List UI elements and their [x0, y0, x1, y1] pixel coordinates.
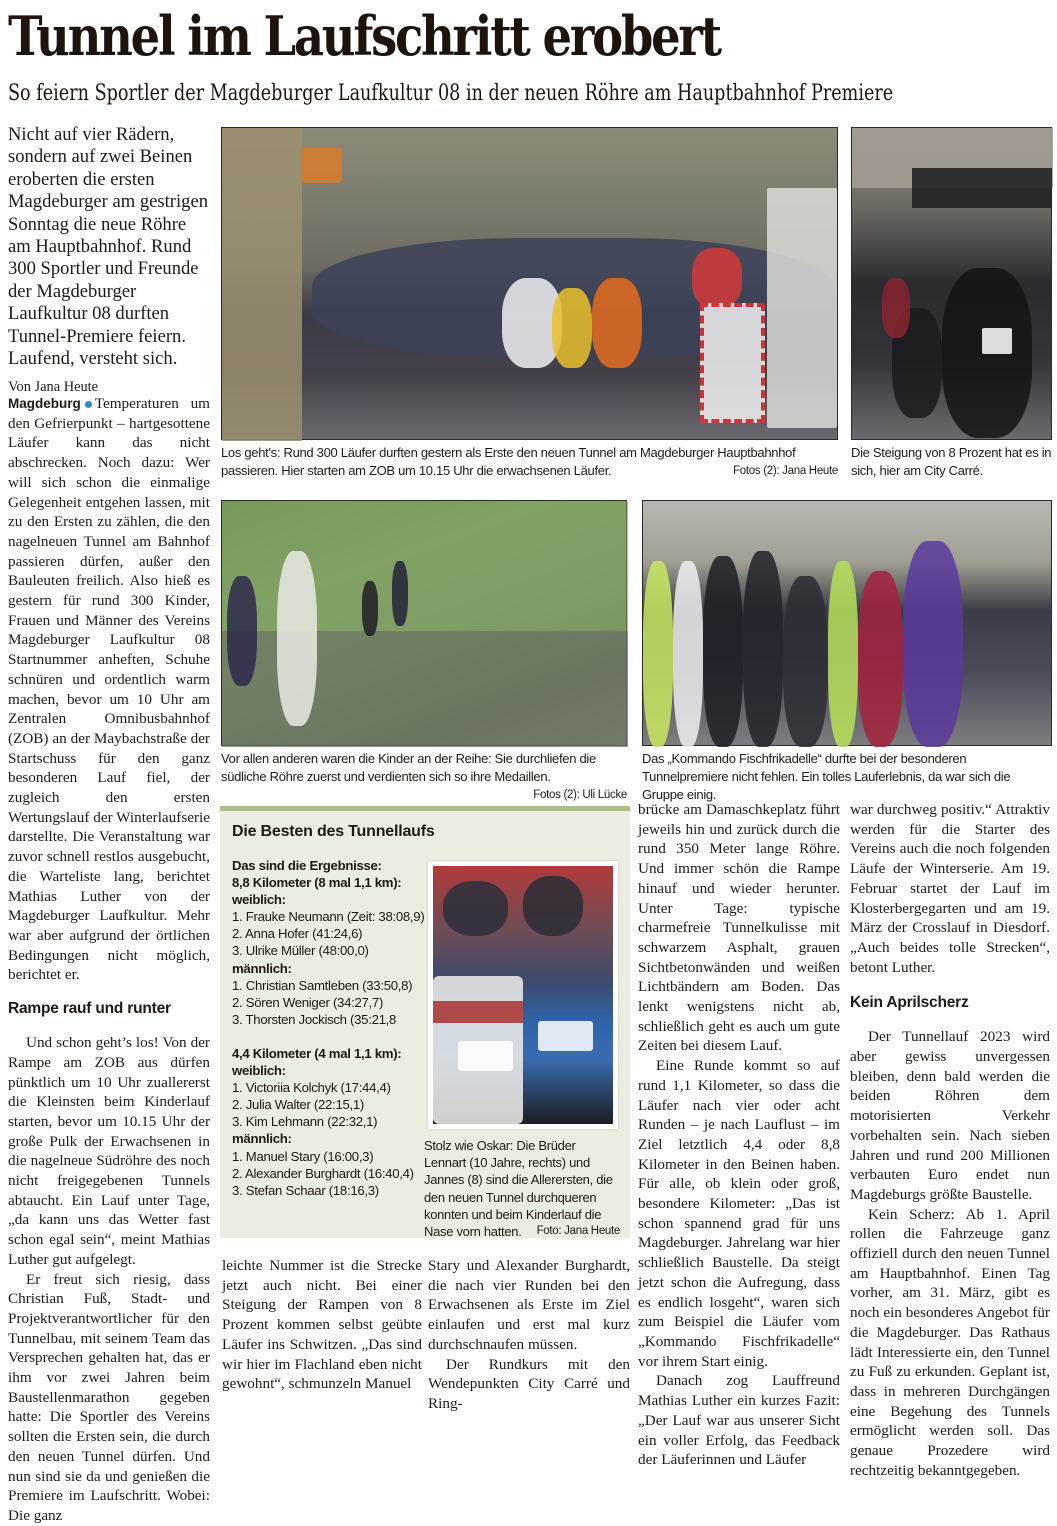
result-item: 1. Christian Samtleben (33:50,8): [232, 977, 413, 993]
paragraph: Danach zog Lauffreund Mathias Luther ein kurzes Fazit: „Der Lauf war aus unserer Sicht ein voller Erfolg, das Feedback der Läuferinnen und Läufer: [638, 1372, 840, 1469]
photo-caption-4: Das „Kommando Fischfrikadelle“ durfte bei der besonderen Tunnelpremiere nicht fehlen. Ein tolles Lauferlebnis, da war sich die Gruppe einig.: [642, 751, 1011, 802]
photo-frame-brothers: [428, 861, 618, 1129]
byline: Von Jana Heute: [8, 379, 99, 395]
result-item: 2. Julia Walter (22:15,1): [232, 1097, 365, 1113]
body-column-5: [850, 800, 1050, 1481]
photo-credit: Foto: Jana Heute: [536, 1225, 620, 1238]
paragraph: Eine Runde kommt so auf rund 1,1 Kilometer, so dass die Läufer nach vier oder acht Runden – je nach Lauflust – im Ziel letztlich 4,4 oder 8,8 Kilometer in den Beinen haben. Für alle, ob klein oder groß, besondere Kilometer: „Das ist schon spannend grad für uns Magdeburger. Jahrelang war hier schließlich Baustelle. Da steigt jetzt schon die Aufregung, dass es endlich losgeht“, waren sich zum Beispiel die Läufer vom „Kommando Fischfrikadelle“ vor ihrem Start einig.: [638, 1057, 840, 1370]
paragraph: Er freut sich riesig, dass Christian Fuß, Stadt- und Projektverantwortlicher für den Tunnelbau, mit seinem Team das Versprechen gehalten hat, das er ihm vor zwei Jahren beim Baustellenmarathon gegeben hatte: Die Sportler des Vereins sollten die Ersten sein, die durch den neuen Tunnel dürfen. Und nun sind sie da und genießen die Premiere im Laufschritt. Wobei: Die ganz: [8, 1270, 210, 1524]
result-item: 1. Victoriia Kolchyk (17:44,4): [232, 1080, 391, 1096]
lead-paragraph: Nicht auf vier Rädern, sondern auf zwei Beinen eroberten die ersten Magdeburger am gestrigen Sonntag die neue Röhre am Hauptbahnhof. Rund 300 Sportler und Freunde der Magdeburger Laufkultur 08 durften Tunnel-Premiere feiern. Laufend, versteht sich.: [8, 124, 208, 370]
photo-credit: Fotos (2): Uli Lücke: [533, 789, 627, 801]
race-heading: 8,8 Kilometer (8 mal 1,1 km):: [232, 875, 402, 891]
result-item: 3. Thorsten Jockisch (35:21,8: [232, 1011, 397, 1027]
results-intro: Das sind die Ergebnisse:: [232, 858, 382, 873]
body-column-4: [638, 800, 840, 1470]
caption-text: Vor allen anderen waren die Kinder an der Reihe: Sie durchliefen die südliche Röhre zuerst und verdienten sich so ihre Medaillen.: [221, 751, 596, 784]
body-column-3: [428, 1256, 630, 1414]
result-item: 2. Alexander Burghardt (16:40,4): [232, 1165, 414, 1181]
paragraph: Stary und Alexander Burghardt, die nach vier Runden bei den Erwachsenen als Erste im Ziel einlaufen und erst mal kurz durchschnaufen müssen.: [428, 1257, 630, 1353]
paragraph: brücke am Damaschkeplatz führt jeweils hin und zurück durch die rund 350 Meter lange Röhre. Und immer schön die Rampe hinauf und wieder herunter. Unter Tage: typische charmefreie Tunnelkulisse mit schwarzem Asphalt, grauen Sichtbetonwänden und weißen Lichtbändern am Boden. Das lenkt wenigstens nicht ab, schließlich geht es auch um gute Zeiten bei diesem Lauf.: [638, 801, 840, 1055]
photo-start-crowd: [221, 127, 838, 440]
race-heading: 4,4 Kilometer (4 mal 1,1 km):: [232, 1045, 402, 1061]
photo-credit: Fotos (2): Jana Heute: [733, 465, 838, 477]
photo-caption-1: [221, 444, 838, 480]
paragraph: war durchweg positiv.“ Attraktiv werden für die Starter des Vereins auch die noch folgenden Läufe der Winterserie. Am 19. Februar startet der Lauf im Klosterbergegarten und am 19. März der Crosslauf in Diesdorf. „Auch beides tolle Strecken“, betont Luther.: [850, 801, 1050, 976]
category-label: weiblich:: [232, 892, 286, 908]
paragraph-text: Temperaturen um den Gefrierpunkt – hartgesottene Läufer kann das nicht abschrecken. Noch dazu: Wer will sich schon die einmalige Gelegenheit entgehen lassen, mit zu den Ersten zu zählen, die den nagelneuen Tunnel am Bahnhof passieren dürfen, außer den Bauleuten freilich. Also hieß es gestern für rund 300 Kinder, Frauen und Männer des Vereins Magdeburger Laufkultur 08 Startnummer anheften, Schuhe schnüren und ordentlich warm machen, bevor um 10 Uhr am Zentralen Omnibusbahnhof (ZOB) an der Maybachstraße der Startschuss für den ganz besonderen Lauf fiel, der zugleich den ersten Wertungslauf der Winterlaufserie darstellte. Die Veranstaltung war zuvor schnell restlos ausgebucht, die Warteliste lang, berichtet Mathias Luther von der Magdeburger Laufkultur. Mehr war aber aufgrund der örtlichen Bedingungen nicht möglich, berichtet er.: [8, 395, 210, 984]
headline: Tunnel im Laufschritt erobert: [8, 4, 720, 68]
photo-kids-tunnel: [221, 500, 627, 746]
result-item: 3. Kim Lehmann (22:32,1): [232, 1114, 378, 1130]
results-box: [220, 806, 630, 1238]
paragraph: Der Rundkurs mit den Wendepunkten City Carré und Ring-: [428, 1355, 630, 1412]
result-item: 2. Anna Hofer (41:24,6): [232, 926, 363, 942]
category-label: männlich:: [232, 960, 292, 976]
paragraph: [8, 394, 210, 985]
category-label: männlich:: [232, 1131, 292, 1147]
subheadline: So feiern Sportler der Magdeburger Laufkultur 08 in der neuen Röhre am Hauptbahnhof Premiere: [8, 81, 894, 106]
photo-caption-brothers: [424, 1137, 620, 1240]
photo-caption-2: Die Steigung von 8 Prozent hat es in sich, hier am City Carré.: [851, 445, 1052, 478]
category-label: weiblich:: [232, 1063, 286, 1079]
results-list: [232, 857, 432, 1199]
photo-caption-3: [221, 750, 627, 804]
body-column-2: [222, 1256, 422, 1394]
subheading-aprilscherz: Kein Aprilscherz: [850, 994, 969, 1012]
dateline: Magdeburg: [8, 396, 81, 411]
photo-brothers-medals: [433, 866, 613, 1124]
photo-group-kommando-fischfrikadelle: [642, 500, 1052, 746]
paragraph: Der Tunnellauf 2023 wird aber gewiss unvergessen bleiben, denn bald werden die beiden Röhren dem motorisierten Verkehr vorbehalten sein. Nach sieben Jahren und rund 200 Millionen verbauten Euro endet nun Magdeburgs größte Baustelle.: [850, 1028, 1050, 1203]
result-item: 3. Ulrike Müller (48:00,0): [232, 943, 369, 959]
body-column-1: [8, 394, 210, 1526]
result-item: 2. Sören Weniger (34:27,7): [232, 994, 384, 1010]
photo-city-carre: [851, 127, 1052, 440]
paragraph: Kein Scherz: Ab 1. April rollen die Fahrzeuge ganz offiziell durch den neuen Tunnel am Hauptbahnhof. Einen Tag vorher, am 31. März, gibt es noch ein besonderes Angebot für die Magdeburger. Das Rathaus lädt Interessierte ein, den Tunnel zu Fuß zu erkunden. Geplant ist, dass in mehreren Durchgängen eine Begehung des Tunnels ermöglicht werden soll. Das genaue Prozedere wird rechtzeitig bekanntgegeben.: [850, 1205, 1050, 1479]
result-item: 3. Stefan Schaar (18:16,3): [232, 1182, 379, 1198]
paragraph: leichte Nummer ist die Strecke jetzt auch nicht. Bei einer Steigung der Rampen von 8 Prozent kommen selbst geübte Läufer ins Schwitzen. „Das sind wir hier im Flachland eben nicht gewohnt“, schmunzeln Manuel: [222, 1257, 422, 1393]
paragraph: Und schon geht’s los! Von der Rampe am ZOB aus dürfen pünktlich um 10 Uhr zuallererst die Kleinsten beim Kinderlauf starten, bevor um 10.15 Uhr der große Pulk der Erwachsenen in die nagelneue Südröhre des noch nicht freigegebenen Tunnels abtaucht. Ein Lauf unter Tage, „da kann uns das Wetter fast schon egal sein“, meint Mathias Luther gut aufgelegt.: [8, 1034, 210, 1268]
results-title: Die Besten des Tunnellaufs: [232, 823, 435, 840]
bullet-dot-icon: [85, 401, 92, 408]
result-item: 1. Frauke Neumann (Zeit: 38:08,9): [232, 909, 425, 925]
result-item: 1. Manuel Stary (16:00,3): [232, 1148, 374, 1164]
caption-text: Los geht's: Rund 300 Läufer durften gestern als Erste den neuen Tunnel am Magdeburger Hauptbahnhof passieren. Hier starten am ZOB um 10.15 Uhr die erwachsenen Läufer.: [221, 445, 796, 478]
subheading-rampe: Rampe rauf und runter: [8, 1000, 171, 1018]
caption-text: Stolz wie Oskar: Die Brüder Lennart (10 Jahre, rechts) und Jannes (8) sind die Allerersten, die den neuen Tunnel durchqueren konnten und beim Kinderlauf die Nase vorn hatten.: [424, 1138, 613, 1240]
